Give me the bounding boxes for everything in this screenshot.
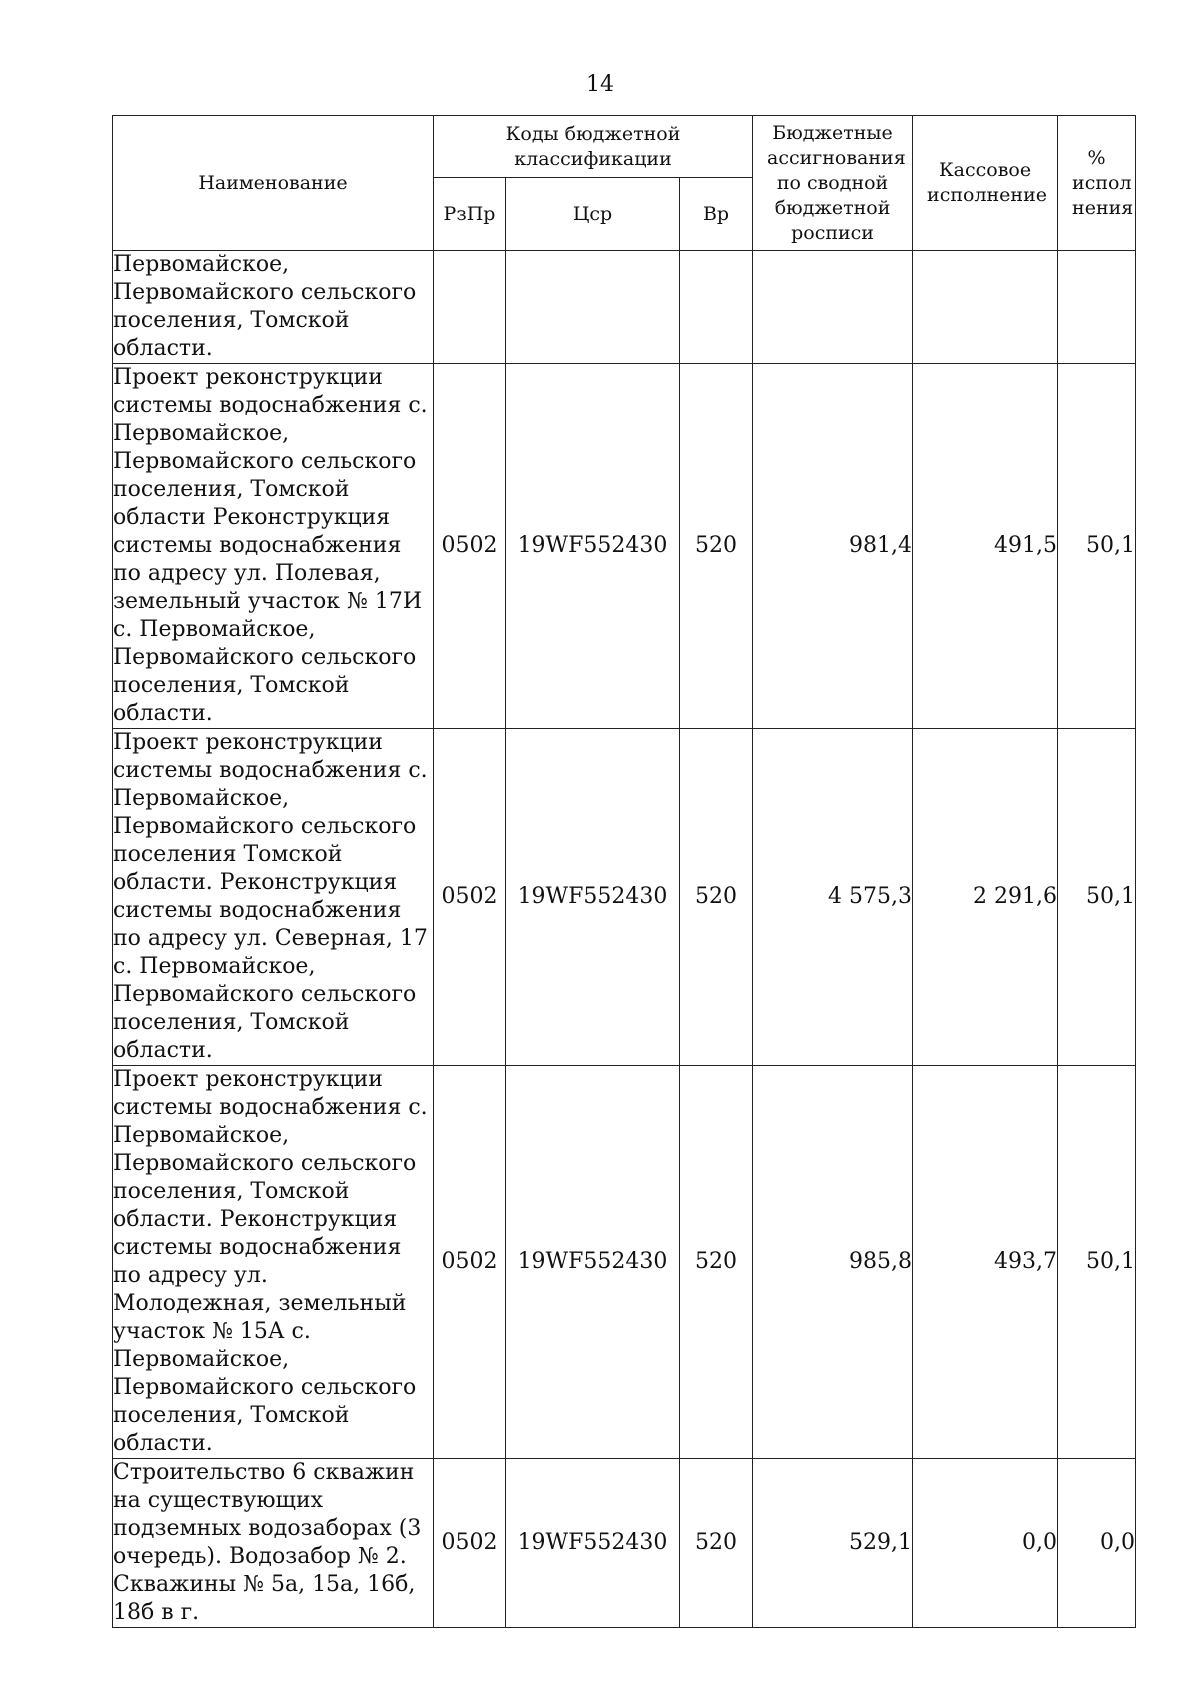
header-allocations-label: Бюджетные ассигнования по сводной бюджетной росписи bbox=[767, 121, 906, 244]
header-cash-execution-label: Кассовое исполнение bbox=[927, 159, 1047, 206]
header-rzpr: РзПр bbox=[434, 178, 506, 251]
row-rzpr: 0502 bbox=[434, 729, 506, 1066]
row-csr: 19WF552430 bbox=[506, 729, 680, 1066]
header-codes-group bbox=[434, 116, 753, 178]
row-percent: 50,1 bbox=[1058, 1066, 1136, 1459]
row-vr: 520 bbox=[680, 364, 753, 729]
row-rzpr: 0502 bbox=[434, 364, 506, 729]
row-allocations: 985,8 bbox=[753, 1066, 913, 1459]
row-csr bbox=[506, 251, 680, 364]
row-csr: 19WF552430 bbox=[506, 1066, 680, 1459]
header-percent-label: % испол нения bbox=[1072, 146, 1134, 219]
table-row bbox=[113, 1066, 1136, 1459]
header-codes-group-label: Коды бюджетной классификации bbox=[505, 122, 681, 170]
row-name: Проект реконструкции системы водоснабжения с. Первомайское, Первомайского сельского поселения, Томской области. Реконструкция системы водоснабжения по адресу ул. Молодежная, земельный участок № 15А с. Первомайское, Первомайского сельского поселения, Томской области. bbox=[113, 1066, 434, 1459]
header-csr: Цср bbox=[506, 178, 680, 251]
row-name: Первомайское, Первомайского сельского поселения, Томской области. bbox=[113, 251, 434, 364]
page-number: 14 bbox=[586, 72, 614, 97]
row-allocations: 4 575,3 bbox=[753, 729, 913, 1066]
row-cash: 0,0 bbox=[913, 1459, 1058, 1628]
row-rzpr: 0502 bbox=[434, 1066, 506, 1459]
table-row bbox=[113, 1459, 1136, 1628]
row-name: Строительство 6 скважин на существующих подземных водозаборах (3 очередь). Водозабор № 2. Скважины № 5а, 15а, 16б, 18б в г. bbox=[113, 1459, 434, 1628]
row-percent: 50,1 bbox=[1058, 364, 1136, 729]
header-row-top bbox=[113, 116, 1136, 178]
row-csr: 19WF552430 bbox=[506, 1459, 680, 1628]
row-csr: 19WF552430 bbox=[506, 364, 680, 729]
header-allocations bbox=[753, 116, 913, 251]
budget-execution-table bbox=[112, 115, 1136, 1628]
row-cash: 2 291,6 bbox=[913, 729, 1058, 1066]
row-allocations bbox=[753, 251, 913, 364]
row-rzpr bbox=[434, 251, 506, 364]
header-vr: Вр bbox=[680, 178, 753, 251]
row-vr: 520 bbox=[680, 729, 753, 1066]
header-name: Наименование bbox=[113, 116, 434, 251]
row-vr: 520 bbox=[680, 1066, 753, 1459]
table-row bbox=[113, 729, 1136, 1066]
row-cash bbox=[913, 251, 1058, 364]
row-cash: 493,7 bbox=[913, 1066, 1058, 1459]
row-vr bbox=[680, 251, 753, 364]
row-percent bbox=[1058, 251, 1136, 364]
header-cash-execution bbox=[913, 116, 1058, 251]
table-row bbox=[113, 251, 1136, 364]
row-rzpr: 0502 bbox=[434, 1459, 506, 1628]
row-name: Проект реконструкции системы водоснабжения с. Первомайское, Первомайского сельского поселения Томской области. Реконструкция системы водоснабжения по адресу ул. Северная, 17 с. Первомайское, Первомайского сельского поселения, Томской области. bbox=[113, 729, 434, 1066]
row-allocations: 529,1 bbox=[753, 1459, 913, 1628]
row-percent: 50,1 bbox=[1058, 729, 1136, 1066]
header-percent bbox=[1058, 116, 1136, 251]
row-name: Проект реконструкции системы водоснабжения с. Первомайское, Первомайского сельского поселения, Томской области Реконструкция системы водоснабжения по адресу ул. Полевая, земельный участок № 17И с. Первомайское, Первомайского сельского поселения, Томской области. bbox=[113, 364, 434, 729]
table-row bbox=[113, 364, 1136, 729]
row-cash: 491,5 bbox=[913, 364, 1058, 729]
row-percent: 0,0 bbox=[1058, 1459, 1136, 1628]
row-vr: 520 bbox=[680, 1459, 753, 1628]
row-allocations: 981,4 bbox=[753, 364, 913, 729]
